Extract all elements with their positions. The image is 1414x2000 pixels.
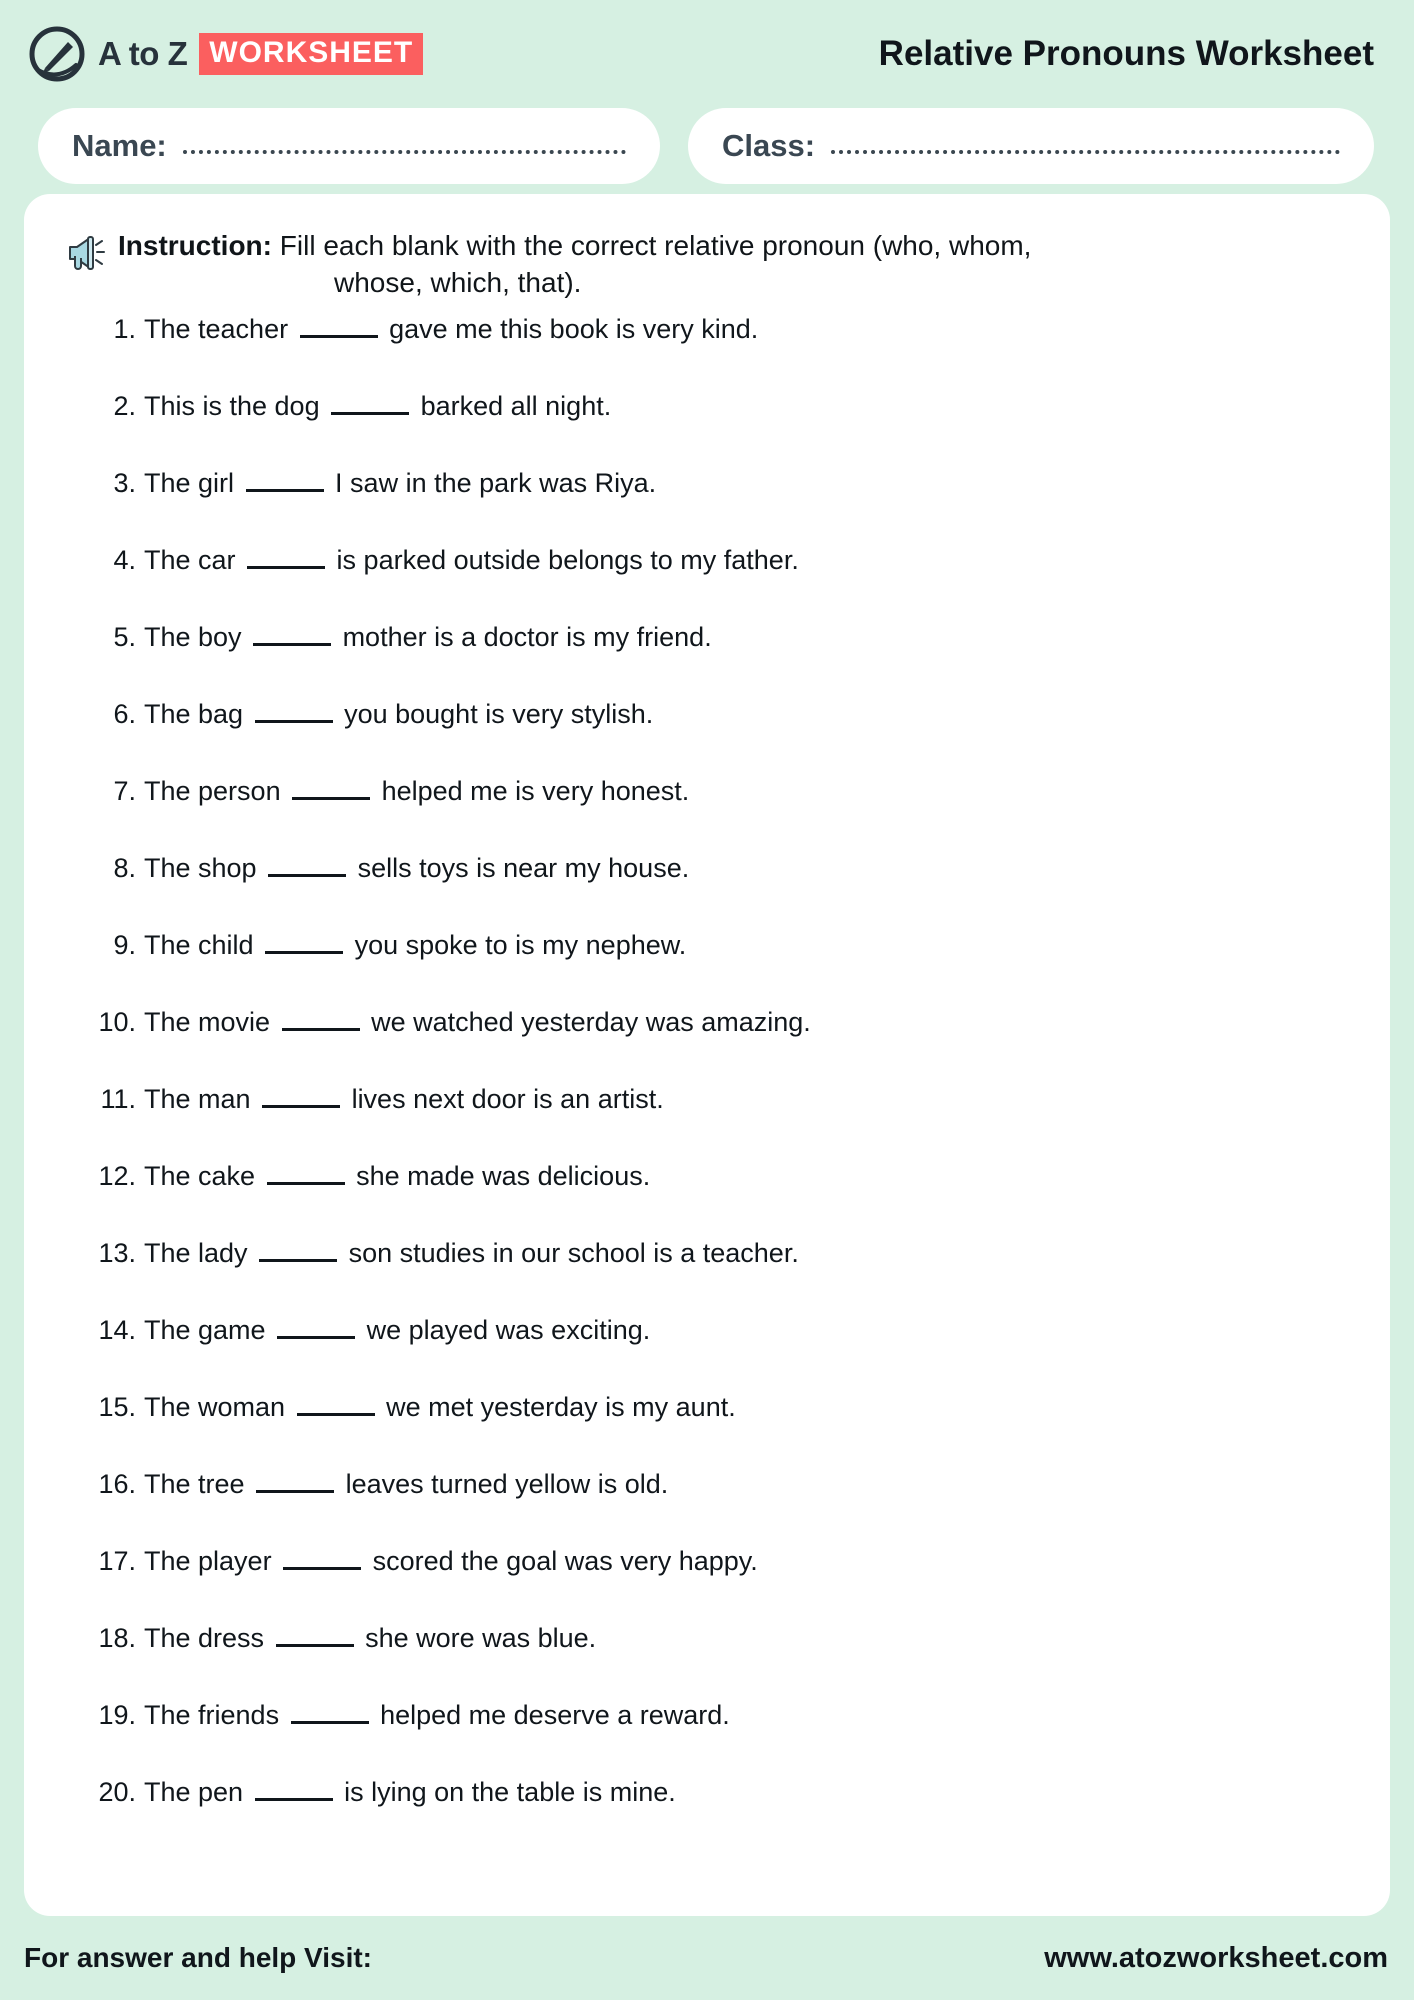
answer-blank[interactable]	[247, 549, 325, 569]
answer-blank[interactable]	[262, 1088, 340, 1108]
question-item	[66, 698, 1348, 778]
answer-blank[interactable]	[255, 703, 333, 723]
instruction-line-2: whose, which, that).	[334, 266, 582, 298]
question-number: 16.	[98, 1468, 136, 1499]
question-number: 2.	[113, 390, 136, 421]
brand-logo	[28, 25, 423, 83]
question-item	[66, 621, 1348, 701]
page-footer	[0, 1916, 1414, 2000]
question-item	[66, 929, 1348, 1009]
answer-blank[interactable]	[253, 626, 331, 646]
question-text-after-blank: mother is a doctor is my friend.	[335, 621, 712, 652]
question-text-after-blank: leaves turned yellow is old.	[338, 1468, 669, 1499]
question-number: 17.	[98, 1545, 136, 1576]
question-text-before-blank: The game	[144, 1314, 274, 1345]
question-text-before-blank: The teacher	[144, 313, 296, 344]
question-text-after-blank: you bought is very stylish.	[336, 698, 654, 729]
question-item	[66, 1776, 1348, 1856]
megaphone-icon	[66, 234, 106, 272]
class-label: Class:	[722, 128, 816, 163]
student-info-bar	[0, 108, 1414, 184]
question-item	[66, 1699, 1348, 1779]
question-text-before-blank: The movie	[144, 1006, 278, 1037]
question-item	[66, 467, 1348, 547]
question-text-before-blank: The pen	[144, 1776, 251, 1807]
brand-badge-worksheet: WORKSHEET	[199, 33, 423, 75]
answer-blank[interactable]	[265, 934, 343, 954]
question-number: 12.	[98, 1160, 136, 1191]
answer-blank[interactable]	[259, 1242, 337, 1262]
question-text-after-blank: lives next door is an artist.	[344, 1083, 664, 1114]
instruction-line-1: Fill each blank with the correct relative pronoun (who, whom,	[279, 230, 1032, 261]
question-item	[66, 1314, 1348, 1394]
question-number: 19.	[98, 1699, 136, 1730]
question-text-after-blank: we watched yesterday was amazing.	[363, 1006, 811, 1037]
class-field[interactable]	[688, 108, 1374, 184]
question-item	[66, 1237, 1348, 1317]
question-number: 6.	[113, 698, 136, 729]
question-item	[66, 1622, 1348, 1702]
question-text-after-blank: we played was exciting.	[359, 1314, 651, 1345]
question-text-before-blank: The car	[144, 544, 244, 575]
question-number: 18.	[98, 1622, 136, 1653]
brand-name-text: A to Z	[98, 35, 188, 72]
question-number: 7.	[113, 775, 136, 806]
question-text-after-blank: barked all night.	[413, 390, 612, 421]
answer-blank[interactable]	[268, 857, 346, 877]
question-text-after-blank: is parked outside belongs to my father.	[329, 544, 799, 575]
question-item	[66, 1006, 1348, 1086]
question-number: 15.	[98, 1391, 136, 1422]
question-item	[66, 1083, 1348, 1163]
question-item	[66, 1391, 1348, 1471]
footer-help-text: For answer and help Visit:	[24, 1942, 373, 1973]
question-number: 13.	[98, 1237, 136, 1268]
answer-blank[interactable]	[331, 395, 409, 415]
question-text-after-blank: son studies in our school is a teacher.	[341, 1237, 799, 1268]
question-text-after-blank: we met yesterday is my aunt.	[378, 1391, 736, 1422]
question-number: 14.	[98, 1314, 136, 1345]
footer-website-link[interactable]: www.atozworksheet.com	[1044, 1941, 1388, 1974]
question-item	[66, 1545, 1348, 1625]
question-number: 11.	[100, 1083, 136, 1114]
answer-blank[interactable]	[246, 472, 324, 492]
question-text-after-blank: is lying on the table is mine.	[336, 1776, 676, 1807]
question-item	[66, 852, 1348, 932]
name-label: Name:	[72, 128, 167, 163]
question-text-after-blank: she made was delicious.	[348, 1160, 651, 1191]
question-number: 10.	[98, 1006, 136, 1037]
question-text-before-blank: The shop	[144, 852, 265, 883]
question-number: 4.	[113, 544, 136, 575]
instruction-block	[66, 228, 1348, 302]
question-text-after-blank: helped me is very honest.	[374, 775, 690, 806]
name-input-line[interactable]	[183, 134, 626, 154]
name-field[interactable]	[38, 108, 660, 184]
question-item	[66, 1468, 1348, 1548]
question-number: 5.	[113, 621, 136, 652]
question-text-before-blank: The friends	[144, 1699, 287, 1730]
answer-blank[interactable]	[256, 1473, 334, 1493]
question-number: 9.	[113, 929, 136, 960]
worksheet-body	[24, 194, 1390, 1916]
answer-blank[interactable]	[283, 1550, 361, 1570]
answer-blank[interactable]	[277, 1319, 355, 1339]
answer-blank[interactable]	[300, 318, 378, 338]
question-item	[66, 1160, 1348, 1240]
question-item	[66, 544, 1348, 624]
answer-blank[interactable]	[292, 780, 370, 800]
pen-circle-logo-icon	[28, 25, 86, 83]
question-text-before-blank: The tree	[144, 1468, 253, 1499]
question-number: 3.	[113, 467, 136, 498]
question-text-after-blank: scored the goal was very happy.	[365, 1545, 758, 1576]
question-item	[66, 313, 1348, 393]
question-text-after-blank: helped me deserve a reward.	[372, 1699, 730, 1730]
question-number: 8.	[113, 852, 136, 883]
question-text-before-blank: The player	[144, 1545, 280, 1576]
class-input-line[interactable]	[831, 134, 1340, 154]
question-text-before-blank: The girl	[144, 467, 242, 498]
question-text-before-blank: The dress	[144, 1622, 272, 1653]
instruction-text	[118, 228, 1031, 302]
question-text-before-blank: The bag	[144, 698, 251, 729]
questions-list	[66, 313, 1348, 1856]
page-title: Relative Pronouns Worksheet	[878, 34, 1374, 73]
question-text-before-blank: This is the dog	[144, 390, 328, 421]
question-text-before-blank: The person	[144, 775, 289, 806]
question-item	[66, 775, 1348, 855]
question-number: 20.	[98, 1776, 136, 1807]
question-text-before-blank: The lady	[144, 1237, 256, 1268]
question-text-after-blank: she wore was blue.	[357, 1622, 597, 1653]
instruction-lead: Instruction:	[118, 230, 272, 261]
question-text-before-blank: The man	[144, 1083, 259, 1114]
answer-blank[interactable]	[267, 1165, 345, 1185]
answer-blank[interactable]	[282, 1011, 360, 1031]
question-text-before-blank: The boy	[144, 621, 250, 652]
page-header	[0, 0, 1414, 108]
question-text-after-blank: gave me this book is very kind.	[381, 313, 759, 344]
question-text-before-blank: The cake	[144, 1160, 263, 1191]
question-text-after-blank: you spoke to is my nephew.	[347, 929, 687, 960]
question-text-after-blank: sells toys is near my house.	[350, 852, 690, 883]
answer-blank[interactable]	[255, 1781, 333, 1801]
question-text-before-blank: The child	[144, 929, 262, 960]
question-text-before-blank: The woman	[144, 1391, 293, 1422]
answer-blank[interactable]	[297, 1396, 375, 1416]
question-item	[66, 390, 1348, 470]
answer-blank[interactable]	[276, 1627, 354, 1647]
question-number: 1.	[113, 313, 136, 344]
answer-blank[interactable]	[291, 1704, 369, 1724]
question-text-after-blank: I saw in the park was Riya.	[327, 467, 657, 498]
